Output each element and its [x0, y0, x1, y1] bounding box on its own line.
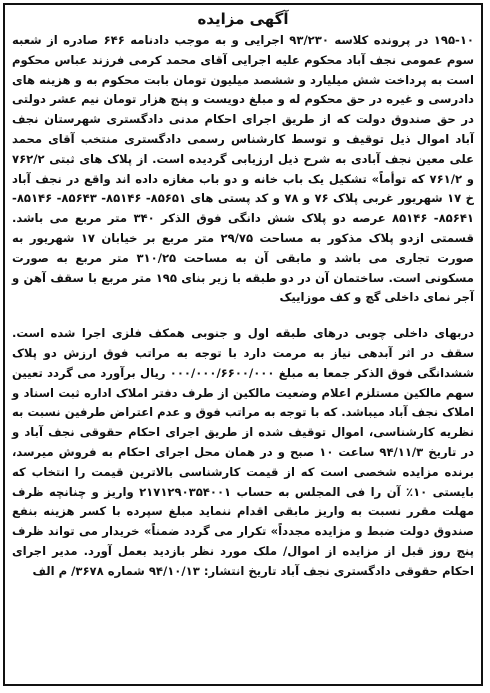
notice-paragraph-1: ۱۹۵-۱۰ در پرونده کلاسه ۹۳/۲۳۰ اجرایی و به موجب دادنامه ۶۴۶ صادره از شعبه سوم عمومی نجف آباد محکوم علیه اجرایی آقای محمد کرمی فرزند عباس محکوم است به پرداخت شش میلیارد و ششصد میلیون تومان بابت محکوم به و هزینه های دادرسی و غیره در حق محکوم له و مبلغ دویست و پنج هزار تومان نیم عشر دولتی در حق صندوق دولت که از طریق اجرای احکام مدنی دادگستری شهرستان نجف آباد اموال ذیل توقیف و توسط کارشناس رسمی دادگستری منتخب آقای محمد علی معین نجف آبادی به شرح ذیل ارزیابی گردیده است. از پلاک های ثبتی ۷۶۲/۲ و ۷۶۱/۲ که توأماً» تشکیل یک باب خانه و دو باب مغازه داده اند واقع در نجف آباد خ ۱۷ شهریور غربی پلاک ۷۶ و ۷۸ و کد پستی های ۸۵۶۵۱- ۸۵۱۴۶- ۸۵۶۴۳- ۸۵۱۴۶- ۸۵۶۴۱- ۸۵۱۴۶ عرصه دو پلاک شش دانگی فوق الذکر ۳۴۰ متر مربع می باشد. قسمتی ازدو پلاک مذکور به مساحت ۲۹/۷۵ متر مربع بر خیابان ۱۷ شهریور به صورت تجاری می باشد و مابقی آن به مساحت ۳۱۰/۲۵ متر مربع به صورت مسکونی است. ساختمان آن در دو طبقه با زیر بنای ۱۹۵ متر مربع با سقف آهن و آجر نمای داخلی گچ و کف موزاییک: [12, 33, 474, 305]
notice-paragraph-2: دربهای داخلی چوبی درهای طبقه اول و جنوبی همکف فلزی اجرا شده است. سقف در اثر آبدهی نیاز به مرمت دارد با توجه به مراتب فوق ارزش دو پلاک ششدانگی فوق الذکر جمعا به مبلغ ۰۰۰/۰۰۰/۶۶۰۰/۰۰۰ ریال برآورد می گردد تعیین سهم مالکین مستلزم اعلام وضعیت مالکین از طرف دفتر املاک اداره ثبت اسناد و املاک نجف آباد میباشد. که با توجه به مراتب فوق و عدم اعتراض طرفین نسبت به نظریه کارشناسی، اموال توقیف شده از طریق اجرای احکام حقوقی نجف آباد و در تاریخ ۹۴/۱۱/۳ ساعت ۱۰ صبح و در همان محل اجرای احکام به فروش میرسد، برنده مزایده شخصی است که از قیمت کارشناسی بالاترین قیمت را انتخاب که بایستی ۱۰٪ آن را فی المجلس به حساب ۲۱۷۱۲۹۰۳۵۴۰۰۱ واریز و چنانچه ظرف مهلت مقرر نسبت به واریز مابقی اقدام ننماید مبلغ سپرده با کسر هزینه بنفع صندوق دولت ضبط و مزایده مجدداً» تکرار می گردد ضمناً» خریدار می تواند ظرف پنج روز قبل از مزایده از اموال/ ملک مورد نظر بازدید بعمل آورد. مدیر اجرای احکام حقوقی دادگستری نجف آباد تاریخ انتشار: ۹۴/۱۰/۱۳ شماره ۳۶۷۸/ م الف: [12, 326, 475, 578]
column-break: [12, 308, 474, 324]
notice-title: آگهی مزایده: [197, 10, 289, 28]
notice-frame: [3, 3, 483, 686]
